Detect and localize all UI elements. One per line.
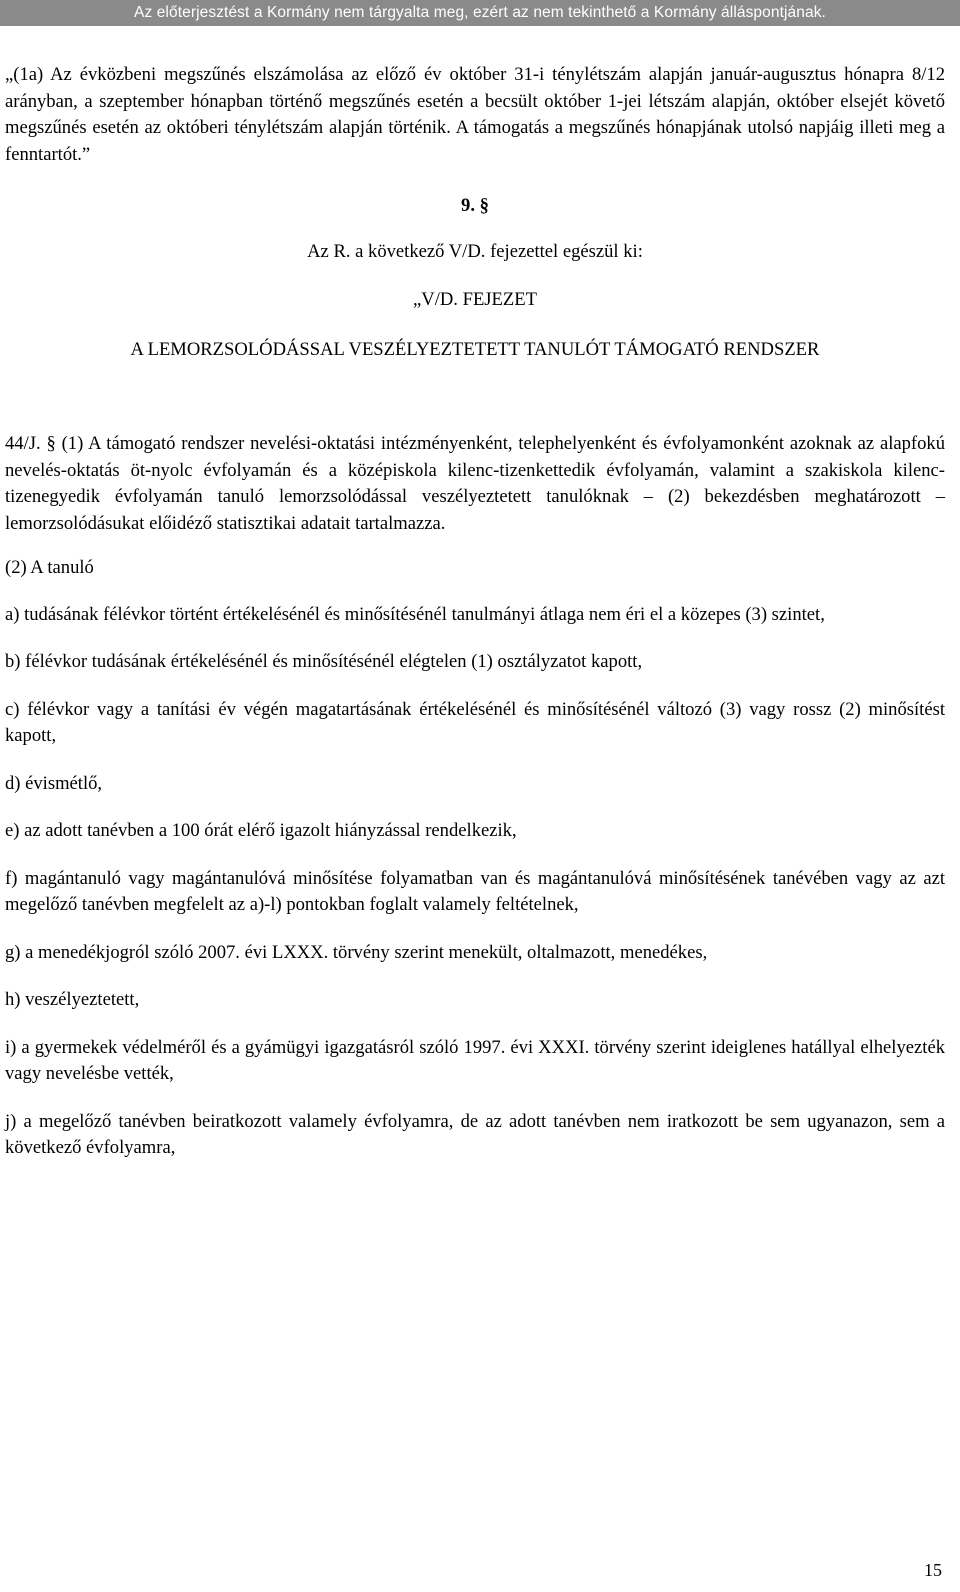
document-header-notice: Az előterjesztést a Kormány nem tárgyalta meg, ezért az nem tekinthető a Kormány álláspontjának. (0, 0, 960, 26)
chapter-subtitle: A LEMORZSOLÓDÁSSAL VESZÉLYEZTETETT TANULÓT TÁMOGATÓ RENDSZER (130, 338, 820, 360)
intro-paragraph: „(1a) Az évközbeni megszűnés elszámolása az előző év október 31-i ténylétszám alapján január-augusztus hónapra 8/12 arányban, a szeptember hónapban történő megszűnés esetén a becsült október 1-jei létszám alapján, október elsejét követő megszűnés esetén az októberi ténylétszám alapján történik. A támogatás a megszűnés hónapjának utolsó napjáig illeti meg a fenntartót.” (5, 64, 945, 165)
document-page (5, 62, 945, 1162)
list-item-e: e) az adott tanévben a 100 órát elérő igazolt hiányzással rendelkezik, (5, 820, 517, 841)
page-number: 15 (924, 1560, 942, 1580)
list-item-f: f) magántanuló vagy magántanulóvá minősítése folyamatban van és magántanulóvá minősítésének tanévében vagy az azt megelőző tanévben megfelelt az a)-l) pontokban foglalt valamely feltételnek, (5, 867, 945, 915)
article-paragraph-2: (2) A tanuló (5, 557, 94, 578)
list-item-i: i) a gyermekek védelméről és a gyámügyi igazgatásról szóló 1997. évi XXXI. törvény szerint ideiglenes hatállyal elhelyezték vagy nevelésbe vették, (5, 1036, 945, 1084)
chapter-title: „V/D. FEJEZET (413, 289, 537, 310)
section-intro: Az R. a következő V/D. fejezettel egészül ki: (307, 240, 643, 262)
list-item-b: b) félévkor tudásának értékelésénél és minősítésénél elégtelen (1) osztályzatot kapott, (5, 651, 643, 672)
article-paragraph-1: 44/J. § (1) A támogató rendszer nevelési-oktatási intézményenként, telephelyenként és évfolyamonként azoknak az alapfokú nevelés-oktatás öt-nyolc évfolyamán és a középiskola kilenc-tizenkettedik évfolyamán, valamint a szakiskola kilenc-tizenegyedik évfolyamán tanuló lemorzsolódással veszélyeztetett tanulóknak – (2) bekezdésben meghatározott – lemorzsolódásukat előidéző statisztikai adatait tartalmazza. (5, 433, 945, 534)
list-item-c: c) félévkor vagy a tanítási év végén magatartásának értékelésénél és minősítésénél változó (3) vagy rossz (2) minősítést kapott, (5, 698, 945, 746)
list-item-a: a) tudásának félévkor történt értékelésénél és minősítésénél tanulmányi átlaga nem éri el a közepes (3) szintet, (5, 603, 825, 625)
list-item-j: j) a megelőző tanévben beiratkozott valamely évfolyamra, de az adott tanévben nem iratkozott be sem ugyanazon, sem a következő évfolyamra, (5, 1110, 945, 1158)
list-item-h: h) veszélyeztetett, (5, 989, 140, 1010)
list-item-g: g) a menedékjogról szóló 2007. évi LXXX. törvény szerint menekült, oltalmazott, menedékes, (5, 941, 708, 963)
section-number: 9. § (461, 195, 489, 216)
list-item-d: d) évismétlő, (5, 772, 103, 794)
